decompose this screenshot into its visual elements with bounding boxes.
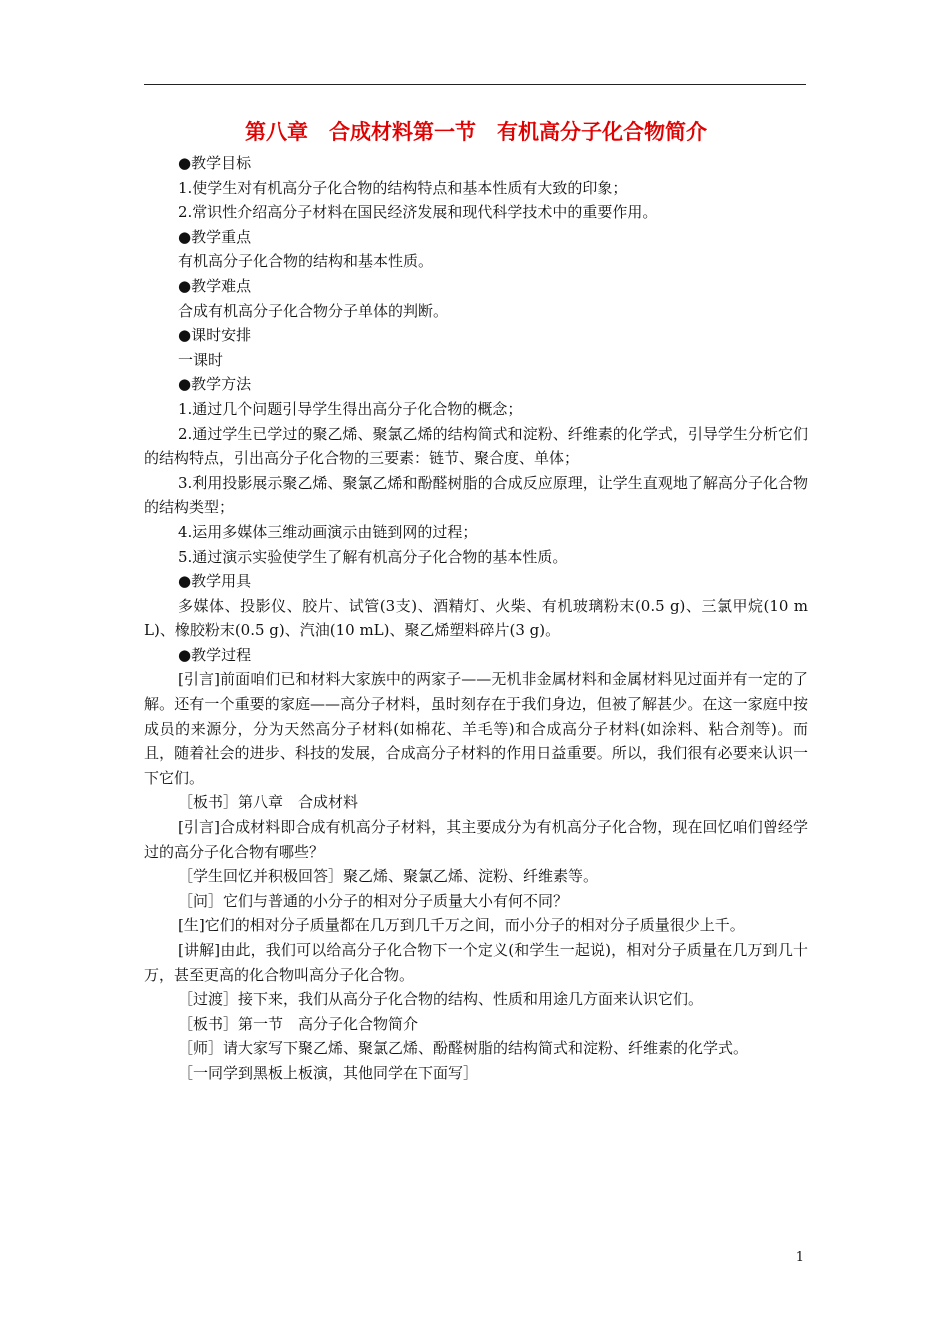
paragraph: 1.通过几个问题引导学生得出高分子化合物的概念； [178, 399, 523, 418]
paragraph: ［问］它们与普通的小分子的相对分子质量大小有何不同？ [178, 891, 569, 910]
section-heading: ● 教学过程 [144, 643, 808, 668]
paragraph: ［板书］第一节 高分子化合物简介 [178, 1014, 419, 1033]
paragraph-list [144, 151, 808, 1086]
paragraph: [讲解]由此，我们可以给高分子化合物下一个定义(和学生一起说)，相对分子质量在几万到几十万，甚至更高的化合物叫高分子化合物。 [144, 941, 808, 984]
section-heading: ● 教学难点 [144, 274, 808, 299]
paragraph: 有机高分子化合物的结构和基本性质。 [178, 252, 434, 271]
paragraph: 多媒体、投影仪、胶片、试管(3支)、酒精灯、火柴、有机玻璃粉末(0.5 g)、三氯甲烷(10 mL)、橡胶粉末(0.5 g)、汽油(10 mL)、聚乙烯塑料碎片(3 g)。 [144, 596, 808, 640]
section-heading: ● 教学重点 [144, 225, 808, 250]
paragraph: [生]它们的相对分子质量都在几万到几千万之间，而小分子的相对分子质量很少上千。 [178, 916, 745, 935]
paragraph: 一课时 [178, 350, 224, 369]
paragraph: 2.常识性介绍高分子材料在国民经济发展和现代科学技术中的重要作用。 [178, 203, 658, 222]
paragraph: [引言]前面咱们已和材料大家族中的两家子——无机非金属材料和金属材料见过面并有一定的了解。还有一个重要的家庭——高分子材料，虽时刻存在于我们身边，但被了解甚少。在这一家庭中按成员的来源分，分为天然高分子材料(如棉花、羊毛等)和合成高分子材料(如涂料、粘合剂等)。而且，随着社会的进步、科技的发展，合成高分子材料的作用日益重要。所以，我们很有必要来认识一下它们。 [144, 670, 808, 787]
section-heading: ● 课时安排 [144, 323, 808, 348]
paragraph: ［过渡］接下来，我们从高分子化合物的结构、性质和用途几方面来认识它们。 [178, 990, 704, 1009]
section-heading: ● 教学目标 [144, 151, 808, 176]
header-rule [144, 84, 806, 85]
page-number: 1 [795, 1250, 804, 1265]
paragraph: 3.利用投影展示聚乙烯、聚氯乙烯和酚醛树脂的合成反应原理，让学生直观地了解高分子化合物的结构类型； [144, 473, 808, 517]
section-heading: ● 教学方法 [144, 372, 808, 397]
paragraph: ［学生回忆并积极回答］聚乙烯、聚氯乙烯、淀粉、纤维素等。 [178, 867, 599, 886]
paragraph: ［板书］第八章 合成材料 [178, 793, 359, 812]
paragraph: 2.通过学生已学过的聚乙烯、聚氯乙烯的结构简式和淀粉、纤维素的化学式，引导学生分析它们的结构特点，引出高分子化合物的三要素：链节、聚合度、单体； [144, 424, 808, 468]
paragraph: ［一同学到黑板上板演，其他同学在下面写］ [178, 1063, 479, 1082]
section-heading: ● 教学用具 [144, 569, 808, 594]
paragraph: [引言]合成材料即合成有机高分子材料，其主要成分为有机高分子化合物，现在回忆咱们曾经学过的高分子化合物有哪些？ [144, 818, 808, 861]
paragraph: 5.通过演示实验使学生了解有机高分子化合物的基本性质。 [178, 547, 568, 566]
document-body [144, 118, 808, 1086]
paragraph: 1.使学生对有机高分子化合物的结构特点和基本性质有大致的印象； [178, 178, 628, 197]
paragraph: ［师］请大家写下聚乙烯、聚氯乙烯、酚醛树脂的结构简式和淀粉、纤维素的化学式。 [178, 1039, 749, 1058]
page-title: 第八章 合成材料第一节 有机高分子化合物简介 [245, 119, 707, 144]
paragraph: 合成有机高分子化合物分子单体的判断。 [178, 301, 449, 320]
paragraph: 4.运用多媒体三维动画演示由链到网的过程； [178, 522, 478, 541]
